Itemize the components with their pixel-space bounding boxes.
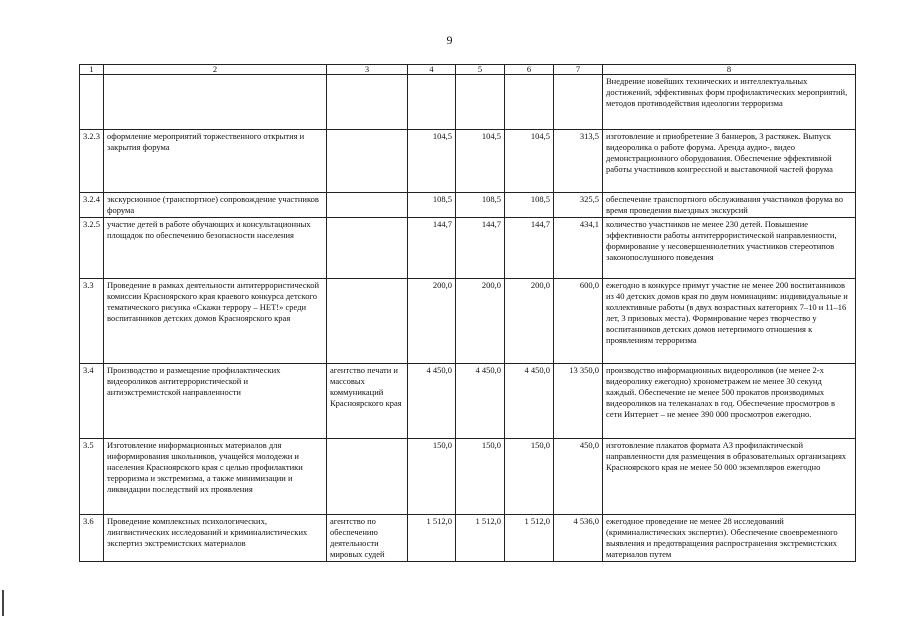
value-total: 600,0 bbox=[554, 279, 603, 364]
value-col6: 4 450,0 bbox=[505, 364, 554, 439]
value-total: 313,5 bbox=[554, 130, 603, 193]
value-col5: 200,0 bbox=[456, 279, 505, 364]
row-number: 3.2.5 bbox=[80, 218, 104, 279]
value-col6: 144,7 bbox=[505, 218, 554, 279]
header-row bbox=[80, 65, 856, 75]
executor bbox=[327, 218, 408, 279]
column-header: 3 bbox=[327, 65, 408, 75]
row-number: 3.3 bbox=[80, 279, 104, 364]
expected-result: ежегодное проведение не менее 28 исследований (криминалистических экспертиз). Обеспечение своевременного выявления и предотвращения распространения экстремистских материалов путем bbox=[603, 515, 856, 562]
column-header: 4 bbox=[408, 65, 456, 75]
expected-result: производство информационных видеороликов (не менее 2-х видеоролику ежегодно) хронометражем не менее 30 секунд каждый. Обеспечение не менее 500 прокатов производимых видеороликов на телеканалах в год. Обеспечение просмотров в сети Интернет – не менее 390 000 просмотров ежегодно. bbox=[603, 364, 856, 439]
row-number: 3.4 bbox=[80, 364, 104, 439]
column-header: 2 bbox=[104, 65, 327, 75]
activity-name: Проведение в рамках деятельности антитеррористической комиссии Красноярского края краевого конкурса детского тематического рисунка «Скажи террору – НЕТ!» среди воспитанников детских домов Красноярского края bbox=[104, 279, 327, 364]
value-total: 325,5 bbox=[554, 193, 603, 218]
value-col4: 4 450,0 bbox=[408, 364, 456, 439]
value-total bbox=[554, 75, 603, 130]
expected-result: изготовление плакатов формата А3 профилактической направленности для размещения в образовательных организациях Красноярского края не менее 50 000 экземпляров ежегодно bbox=[603, 439, 856, 515]
row-number: 3.2.3 bbox=[80, 130, 104, 193]
table-row bbox=[80, 218, 856, 279]
expected-result: количество участников не менее 230 детей. Повышение эффективности работы антитеррористической направленности, формирование у несовершеннолетних участников стереотипов законопослушного поведения bbox=[603, 218, 856, 279]
column-header: 7 bbox=[554, 65, 603, 75]
table-row bbox=[80, 130, 856, 193]
expected-result: изготовление и приобретение 3 баннеров, 3 растяжек. Выпуск видеоролика о работе форума. Аренда аудио-, видео демонстрационного оборудования. Обеспечение эффективной работы участников конгрессной и выставочной частей форума bbox=[603, 130, 856, 193]
table-row bbox=[80, 364, 856, 439]
value-col4: 104,5 bbox=[408, 130, 456, 193]
activity-name: участие детей в работе обучающих и консультационных площадок по обеспечению безопасности населения bbox=[104, 218, 327, 279]
value-col6: 1 512,0 bbox=[505, 515, 554, 562]
value-total: 4 536,0 bbox=[554, 515, 603, 562]
value-col4 bbox=[408, 75, 456, 130]
value-col6: 150,0 bbox=[505, 439, 554, 515]
activity-name: экскурсионное (транспортное) сопровождение участников форума bbox=[104, 193, 327, 218]
value-col4: 150,0 bbox=[408, 439, 456, 515]
value-col5: 150,0 bbox=[456, 439, 505, 515]
table-row bbox=[80, 193, 856, 218]
value-col5: 144,7 bbox=[456, 218, 505, 279]
table-row bbox=[80, 439, 856, 515]
executor bbox=[327, 193, 408, 218]
value-col5 bbox=[456, 75, 505, 130]
value-col5: 108,5 bbox=[456, 193, 505, 218]
column-header: 5 bbox=[456, 65, 505, 75]
activity-name: Проведение комплексных психологических, лингвистических исследований и криминалистических экспертиз экстремистских материалов bbox=[104, 515, 327, 562]
value-col6: 108,5 bbox=[505, 193, 554, 218]
executor bbox=[327, 130, 408, 193]
table-row bbox=[80, 75, 856, 130]
expected-result: Внедрение новейших технических и интеллектуальных достижений, эффективных форм профилактических мероприятий, методов противодействия идеологии терроризма bbox=[603, 75, 856, 130]
value-col6: 104,5 bbox=[505, 130, 554, 193]
row-number: 3.6 bbox=[80, 515, 104, 562]
activity-name: Изготовление информационных материалов для информирования школьников, учащейся молодежи и населения Красноярского края с целью профилактики терроризма и экстремизма, а также минимизации и ликвидации последствий их проявления bbox=[104, 439, 327, 515]
value-col6: 200,0 bbox=[505, 279, 554, 364]
row-number: 3.2.4 bbox=[80, 193, 104, 218]
value-col4: 200,0 bbox=[408, 279, 456, 364]
value-col5: 1 512,0 bbox=[456, 515, 505, 562]
value-col4: 108,5 bbox=[408, 193, 456, 218]
column-header: 1 bbox=[80, 65, 104, 75]
activity-name: оформление мероприятий торжественного открытия и закрытия форума bbox=[104, 130, 327, 193]
table-row bbox=[80, 515, 856, 562]
table-row bbox=[80, 279, 856, 364]
row-number: 3.5 bbox=[80, 439, 104, 515]
program-table bbox=[79, 64, 856, 562]
expected-result: ежегодно в конкурсе примут участие не менее 200 воспитанников из 40 детских домов края по двум номинациям: индивидуальные и коллективные работы (в двух возрастных категориях 7–10 и 11–16 лет, 3 призовых места). Формирование через творчество у воспитанников детских домов нетерпимого отношения к проявлениям терроризма bbox=[603, 279, 856, 364]
margin-mark bbox=[2, 590, 4, 616]
expected-result: обеспечение транспортного обслуживания участников форума во время проведения выездных экскурсий bbox=[603, 193, 856, 218]
value-col6 bbox=[505, 75, 554, 130]
value-col5: 4 450,0 bbox=[456, 364, 505, 439]
column-header: 6 bbox=[505, 65, 554, 75]
activity-name bbox=[104, 75, 327, 130]
activity-name: Производство и размещение профилактических видеороликов антитеррористической и антиэкстремистской направленности bbox=[104, 364, 327, 439]
page-number: 9 bbox=[446, 33, 453, 47]
column-header: 8 bbox=[603, 65, 856, 75]
value-col4: 1 512,0 bbox=[408, 515, 456, 562]
value-total: 434,1 bbox=[554, 218, 603, 279]
executor bbox=[327, 75, 408, 130]
value-total: 13 350,0 bbox=[554, 364, 603, 439]
row-number bbox=[80, 75, 104, 130]
value-total: 450,0 bbox=[554, 439, 603, 515]
value-col5: 104,5 bbox=[456, 130, 505, 193]
executor: агентство печати и массовых коммуникаций Красноярского края bbox=[327, 364, 408, 439]
executor bbox=[327, 279, 408, 364]
value-col4: 144,7 bbox=[408, 218, 456, 279]
executor bbox=[327, 439, 408, 515]
executor: агентство по обеспечению деятельности мировых судей bbox=[327, 515, 408, 562]
